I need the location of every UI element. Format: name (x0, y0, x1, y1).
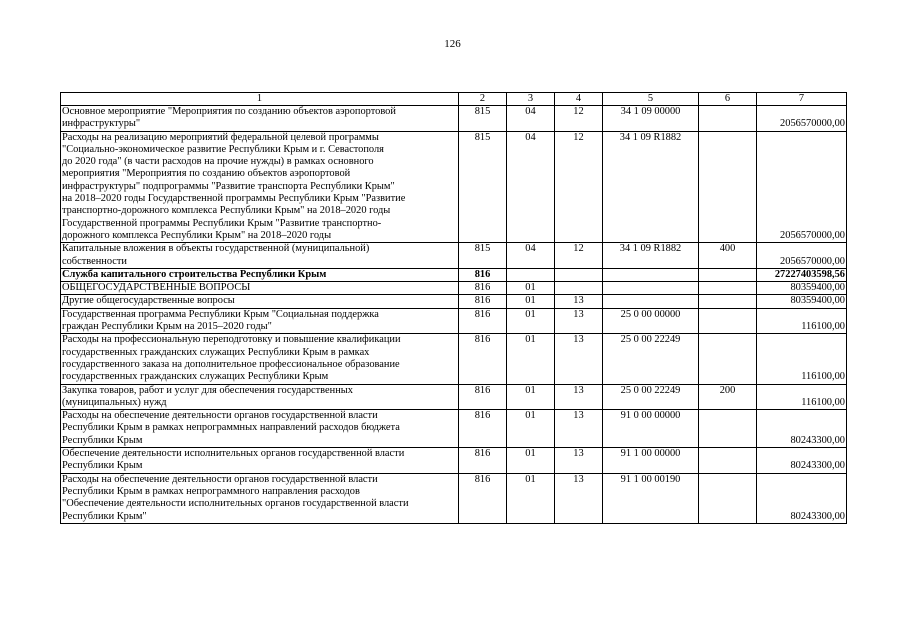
item-name-cell: Расходы на обеспечение деятельности органов государственной власти Республики Крым в рамках непрограммных направлений расходов бюджета Республики Крым (61, 410, 459, 448)
amount-cell: 80243300,00 (757, 448, 847, 474)
item-name-cell: Капитальные вложения в объекты государственной (муниципальной) собственности (61, 243, 459, 269)
expense-type-cell (699, 295, 757, 308)
section-cell: 01 (507, 308, 555, 334)
code-cell: 815 (459, 106, 507, 132)
column-header: 5 (603, 93, 699, 106)
table-body (61, 106, 847, 524)
section-cell: 01 (507, 384, 555, 410)
section-cell: 01 (507, 473, 555, 523)
section-cell: 01 (507, 282, 555, 295)
target-article-cell: 34 1 09 R1882 (603, 131, 699, 243)
expense-type-cell: 400 (699, 243, 757, 269)
target-article-cell (603, 295, 699, 308)
item-name-cell: Государственная программа Республики Крым "Социальная поддержка граждан Республики Крым на 2015–2020 годы" (61, 308, 459, 334)
table-row (61, 268, 847, 281)
section-cell: 04 (507, 243, 555, 269)
subsection-cell (555, 268, 603, 281)
page-number: 126 (444, 38, 461, 50)
table-row (61, 295, 847, 308)
subsection-cell: 13 (555, 334, 603, 384)
column-header: 7 (757, 93, 847, 106)
expense-type-cell (699, 448, 757, 474)
target-article-cell: 25 0 00 22249 (603, 334, 699, 384)
amount-cell: 27227403598,56 (757, 268, 847, 281)
target-article-cell: 34 1 09 R1882 (603, 243, 699, 269)
expense-type-cell (699, 410, 757, 448)
column-header: 6 (699, 93, 757, 106)
target-article-cell: 91 1 00 00190 (603, 473, 699, 523)
section-cell: 01 (507, 410, 555, 448)
expense-type-cell (699, 308, 757, 334)
subsection-cell: 13 (555, 448, 603, 474)
table-row (61, 448, 847, 474)
subsection-cell: 13 (555, 384, 603, 410)
amount-cell: 116100,00 (757, 334, 847, 384)
amount-cell: 80243300,00 (757, 410, 847, 448)
target-article-cell (603, 268, 699, 281)
amount-cell: 2056570000,00 (757, 131, 847, 243)
subsection-cell: 12 (555, 131, 603, 243)
expense-type-cell: 200 (699, 384, 757, 410)
item-name-cell: Расходы на реализацию мероприятий федеральной целевой программы "Социально-экономическое развитие Республики Крым и г. Севастополя до 2020 года" (в части расходов на прочие нужды) в рамках основного мероприятия "Мероприятия по созданию объектов аэропортовой инфраструктуры" подпрограммы "Развитие транспорта Республики Крым" на 2018–2020 годы Государственной программы Республики Крым "Развитие транспортно-дорожного комплекса Республики Крым" на 2018–2020 годы Государственной программы Республики Крым "Развитие транспортно- дорожного комплекса Республики Крым" на 2018–2020 годы (61, 131, 459, 243)
code-cell: 816 (459, 334, 507, 384)
table-header-row (61, 93, 847, 106)
table-row (61, 384, 847, 410)
item-name-cell: Расходы на обеспечение деятельности органов государственной власти Республики Крым в рамках непрограммного направления расходов "Обеспечение деятельности исполнительных органов государственной власти Республики Крым" (61, 473, 459, 523)
code-cell: 816 (459, 384, 507, 410)
code-cell: 816 (459, 410, 507, 448)
code-cell: 816 (459, 448, 507, 474)
subsection-cell: 12 (555, 243, 603, 269)
table-row (61, 410, 847, 448)
amount-cell: 80359400,00 (757, 282, 847, 295)
item-name-cell: Закупка товаров, работ и услуг для обеспечения государственных (муниципальных) нужд (61, 384, 459, 410)
section-cell: 01 (507, 334, 555, 384)
expense-type-cell (699, 268, 757, 281)
table-row (61, 243, 847, 269)
code-cell: 816 (459, 295, 507, 308)
amount-cell: 2056570000,00 (757, 106, 847, 132)
target-article-cell: 25 0 00 22249 (603, 384, 699, 410)
expense-type-cell (699, 106, 757, 132)
item-name-cell: Служба капитального строительства Республики Крым (61, 268, 459, 281)
table-row (61, 334, 847, 384)
amount-cell: 80243300,00 (757, 473, 847, 523)
code-cell: 816 (459, 268, 507, 281)
column-header: 2 (459, 93, 507, 106)
subsection-cell: 13 (555, 308, 603, 334)
expense-type-cell (699, 473, 757, 523)
code-cell: 816 (459, 473, 507, 523)
budget-table (60, 92, 847, 524)
target-article-cell: 34 1 09 00000 (603, 106, 699, 132)
item-name-cell: Обеспечение деятельности исполнительных органов государственной власти Республики Крым (61, 448, 459, 474)
expense-type-cell (699, 131, 757, 243)
amount-cell: 116100,00 (757, 384, 847, 410)
table-row (61, 473, 847, 523)
code-cell: 815 (459, 243, 507, 269)
section-cell (507, 268, 555, 281)
table-row (61, 308, 847, 334)
section-cell: 01 (507, 448, 555, 474)
amount-cell: 80359400,00 (757, 295, 847, 308)
target-article-cell: 91 0 00 00000 (603, 410, 699, 448)
expense-type-cell (699, 282, 757, 295)
column-header: 1 (61, 93, 459, 106)
subsection-cell (555, 282, 603, 295)
item-name-cell: Расходы на профессиональную переподготовку и повышение квалификации государственных гражданских служащих Республики Крым в рамках государственного заказа на дополнительное профессиональное образование государственных гражданских служащих Республики Крым (61, 334, 459, 384)
expense-type-cell (699, 334, 757, 384)
target-article-cell: 91 1 00 00000 (603, 448, 699, 474)
amount-cell: 2056570000,00 (757, 243, 847, 269)
table-row (61, 131, 847, 243)
code-cell: 816 (459, 308, 507, 334)
table-row (61, 282, 847, 295)
subsection-cell: 13 (555, 295, 603, 308)
code-cell: 815 (459, 131, 507, 243)
item-name-cell: Другие общегосударственные вопросы (61, 295, 459, 308)
item-name-cell: ОБЩЕГОСУДАРСТВЕННЫЕ ВОПРОСЫ (61, 282, 459, 295)
column-header: 4 (555, 93, 603, 106)
target-article-cell (603, 282, 699, 295)
section-cell: 04 (507, 131, 555, 243)
section-cell: 01 (507, 295, 555, 308)
code-cell: 816 (459, 282, 507, 295)
subsection-cell: 12 (555, 106, 603, 132)
subsection-cell: 13 (555, 410, 603, 448)
subsection-cell: 13 (555, 473, 603, 523)
table-row (61, 106, 847, 132)
amount-cell: 116100,00 (757, 308, 847, 334)
column-header: 3 (507, 93, 555, 106)
item-name-cell: Основное мероприятие "Мероприятия по созданию объектов аэропортовой инфраструктуры" (61, 106, 459, 132)
target-article-cell: 25 0 00 00000 (603, 308, 699, 334)
section-cell: 04 (507, 106, 555, 132)
